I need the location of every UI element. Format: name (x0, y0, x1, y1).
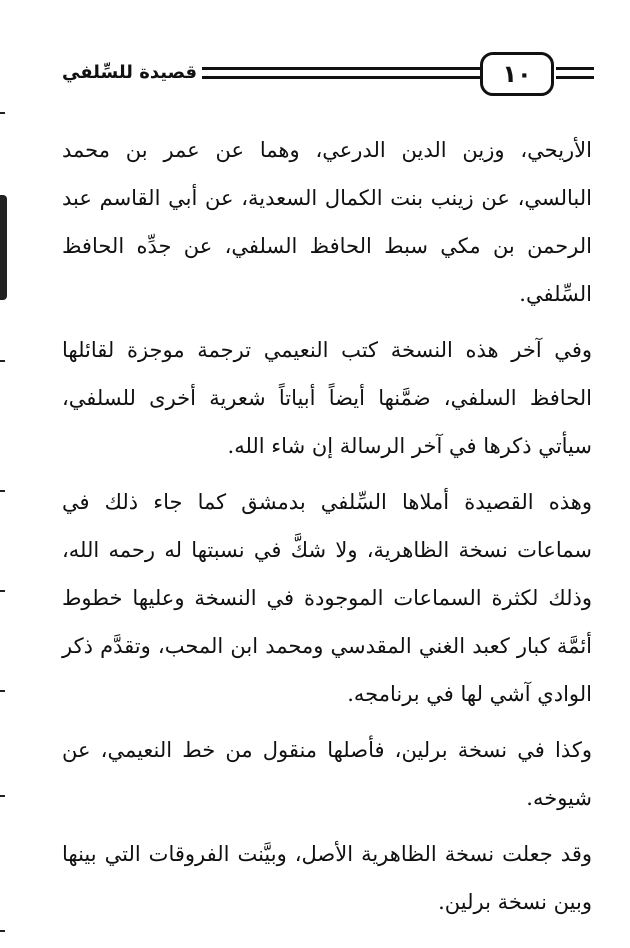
scan-edge-mark (0, 795, 5, 797)
scan-edge-mark (0, 360, 5, 362)
scan-edge-mark (0, 590, 5, 592)
body-text (62, 126, 592, 934)
header-rule (202, 67, 480, 70)
header-rule (556, 76, 594, 79)
scan-edge-mark (0, 112, 5, 114)
paragraph: وقد جعلت نسخة الظاهرية الأصل، وبيَّنت الفروقات التي بينها وبين نسخة برلين. (62, 842, 592, 914)
running-header (62, 52, 594, 102)
running-title: قصيدة للسِّلفي (62, 62, 198, 83)
scan-edge-mark (0, 690, 5, 692)
paragraph: الأريحي، وزين الدين الدرعي، وهما عن عمر بن محمد البالسي، عن زينب بنت الكمال السعدية، عن أبي القاسم عبد الرحمن بن مكي سبط الحافظ السلفي، عن جدِّه الحافظ السِّلفي. (62, 138, 592, 306)
paragraph: وكذا في نسخة برلين، فأصلها منقول من خط النعيمي، عن شيوخه. (62, 738, 592, 810)
scan-edge-mark (0, 490, 5, 492)
header-rule (556, 67, 594, 70)
scan-edge-mark (0, 930, 5, 932)
page-number: ١٠ (480, 52, 554, 96)
paragraph: وهذه القصيدة أملاها السِّلفي بدمشق كما جاء ذلك في سماعات نسخة الظاهرية، ولا شكَّ في نسبتها له رحمه الله، وذلك لكثرة السماعات الموجودة في النسخة وعليها خطوط أئمَّة كبار كعبد الغني المقدسي ومحمد ابن المحب، وتقدَّم ذكر الوادي آشي لها في برنامجه. (62, 490, 592, 706)
scan-edge-mark (0, 195, 7, 300)
paragraph: وفي آخر هذه النسخة كتب النعيمي ترجمة موجزة لقائلها الحافظ السلفي، ضمَّنها أيضاً أبياتاً شعرية أخرى للسلفي، سيأتي ذكرها في آخر الرسالة إن شاء الله. (62, 338, 592, 458)
header-rule (202, 76, 480, 79)
